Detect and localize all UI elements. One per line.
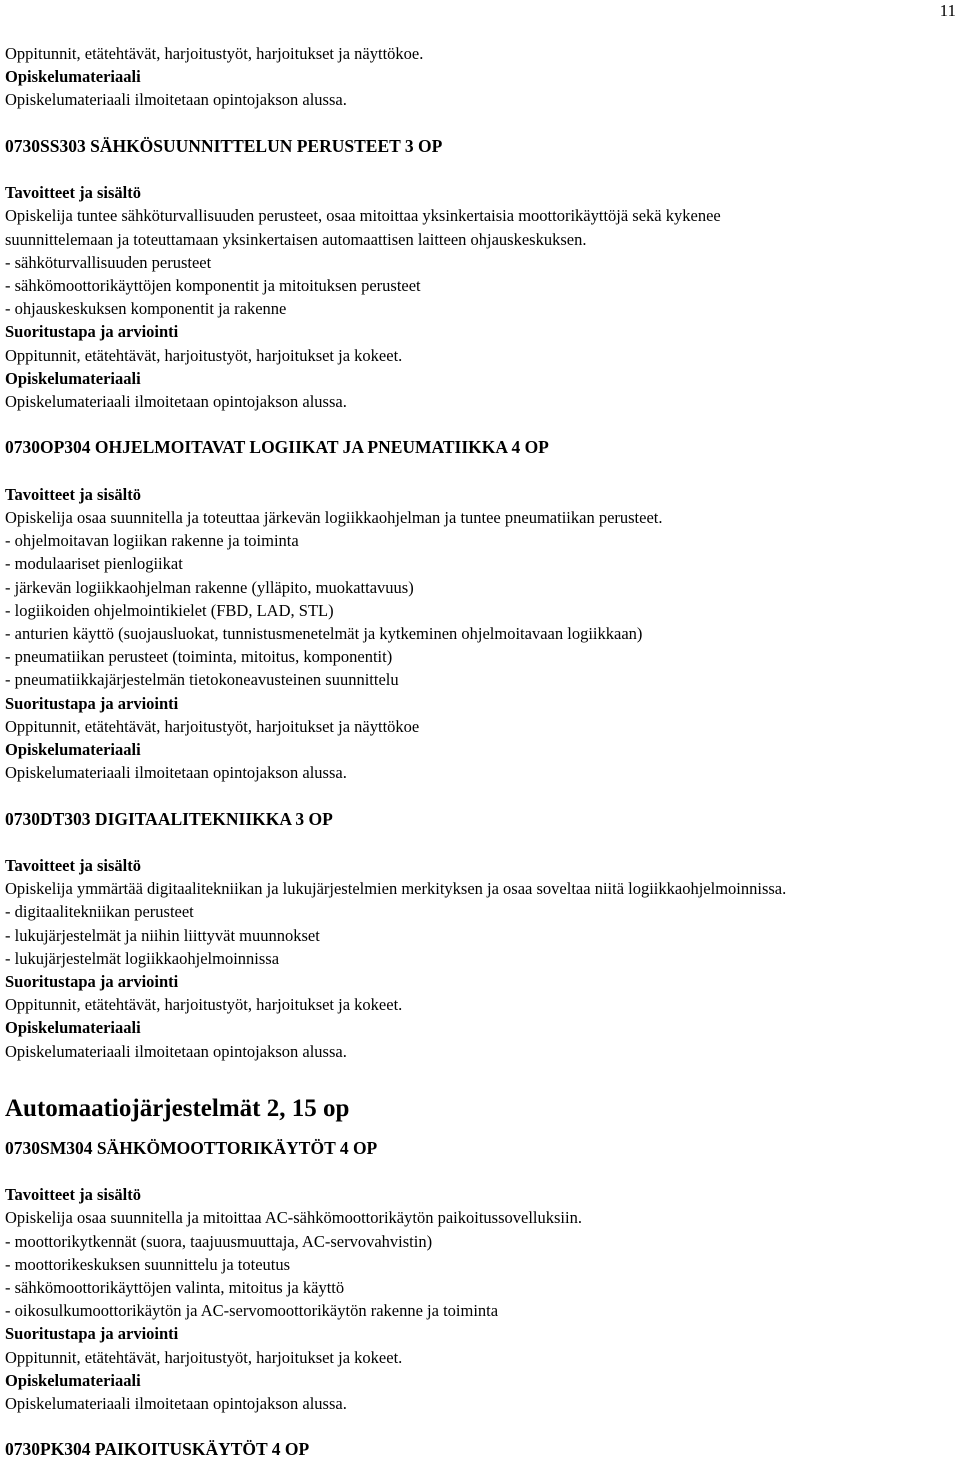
content-item: - sähköturvallisuuden perusteet <box>5 252 212 272</box>
method-heading: Suoritustapa ja arviointi <box>5 693 179 713</box>
method-heading: Suoritustapa ja arviointi <box>5 1324 179 1344</box>
description-line: Opiskelija osaa suunnitella ja mitoittaa AC-sähkömoottorikäytön paikoitussovelluksiin. <box>5 1208 582 1228</box>
content-item: - moottorikeskuksen suunnittelu ja toteutus <box>5 1254 291 1274</box>
trailing-course-code: 0730PK304 PAIKOITUSKÄYTÖT 4 OP <box>5 1439 310 1460</box>
goals-heading: Tavoitteet ja sisältö <box>5 856 141 876</box>
goals-heading: Tavoitteet ja sisältö <box>5 484 141 504</box>
content-item: - pneumatiikkajärjestelmän tietokoneavusteinen suunnittelu <box>5 670 399 690</box>
material-text: Opiskelumateriaali ilmoitetaan opintojakson alussa. <box>5 763 347 783</box>
description-line: Opiskelija osaa suunnitella ja toteuttaa järkevän logiikkaohjelman ja tuntee pneumatiikan perusteet. <box>5 508 663 527</box>
content-item: - sähkömoottorikäyttöjen komponentit ja mitoituksen perusteet <box>5 276 421 295</box>
intro-material-heading: Opiskelumateriaali <box>5 67 141 87</box>
description-line: Opiskelija tuntee sähköturvallisuuden perusteet, osaa mitoittaa yksinkertaisia moottorikäyttöjä sekä kykenee <box>5 206 721 226</box>
content-item: - sähkömoottorikäyttöjen valinta, mitoitus ja käyttö <box>5 1278 345 1298</box>
content-item: - järkevän logiikkaohjelman rakenne (ylläpito, muokattavuus) <box>5 577 414 597</box>
material-text: Opiskelumateriaali ilmoitetaan opintojakson alussa. <box>5 1394 347 1414</box>
course-code-title: 0730OP304 OHJELMOITAVAT LOGIIKAT JA PNEUMATIIKKA 4 OP <box>5 437 549 458</box>
content-item: - oikosulkumoottorikäytön ja AC-servomoottorikäytön rakenne ja toiminta <box>5 1301 499 1321</box>
course-section <box>5 135 957 413</box>
content-item: - moottorikytkennät (suora, taajuusmuuttaja, AC-servovahvistin) <box>5 1231 433 1251</box>
content-item: - digitaalitekniikan perusteet <box>5 902 194 922</box>
content-item: - pneumatiikan perusteet (toiminta, mitoitus, komponentit) <box>5 647 393 667</box>
page-number: 11 <box>939 1 956 20</box>
page-content <box>5 42 957 1462</box>
intro-method: Oppitunnit, etätehtävät, harjoitustyöt, harjoitukset ja näyttökoe. <box>5 44 424 63</box>
material-heading: Opiskelumateriaali <box>5 740 141 760</box>
content-item: - lukujärjestelmät ja niihin liittyvät muunnokset <box>5 925 320 945</box>
course-code-title: 0730DT303 DIGITAALITEKNIIKKA 3 OP <box>5 808 333 829</box>
content-item: - modulaariset pienlogiikat <box>5 554 183 574</box>
material-text: Opiskelumateriaali ilmoitetaan opintojakson alussa. <box>5 392 347 412</box>
course-code-title: 0730SM304 SÄHKÖMOOTTORIKÄYTÖT 4 OP <box>5 1137 378 1158</box>
method-text: Oppitunnit, etätehtävät, harjoitustyöt, harjoitukset ja kokeet. <box>5 995 403 1015</box>
material-heading: Opiskelumateriaali <box>5 368 141 388</box>
content-item: - logiikoiden ohjelmointikielet (FBD, LAD, STL) <box>5 600 334 620</box>
description-line: Opiskelija ymmärtää digitaalitekniikan ja lukujärjestelmien merkityksen ja osaa soveltaa niitä logiikkaohjelmoinnissa. <box>5 879 787 899</box>
description-line: suunnittelemaan ja toteuttamaan yksinkertaisen automaattisen laitteen ohjauskeskuksen. <box>5 229 587 249</box>
material-text: Opiskelumateriaali ilmoitetaan opintojakson alussa. <box>5 1041 347 1061</box>
intro-material: Opiskelumateriaali ilmoitetaan opintojakson alussa. <box>5 90 347 110</box>
method-heading: Suoritustapa ja arviointi <box>5 322 179 342</box>
course-code-title: 0730SS303 SÄHKÖSUUNNITTELUN PERUSTEET 3 OP <box>5 135 443 156</box>
content-item: - anturien käyttö (suojausluokat, tunnistusmenetelmät ja kytkeminen ohjelmoitavaan logiikkaan) <box>5 624 643 644</box>
method-text: Oppitunnit, etätehtävät, harjoitustyöt, harjoitukset ja näyttökoe <box>5 716 420 736</box>
goals-heading: Tavoitteet ja sisältö <box>5 183 141 203</box>
method-heading: Suoritustapa ja arviointi <box>5 972 179 992</box>
course-section <box>5 808 957 1063</box>
content-item: - lukujärjestelmät logiikkaohjelmoinnissa <box>5 948 280 968</box>
content-item: - ohjelmoitavan logiikan rakenne ja toiminta <box>5 531 299 551</box>
course-section <box>5 436 957 784</box>
material-heading: Opiskelumateriaali <box>5 1370 141 1390</box>
section-title: Automaatiojärjestelmät 2, 15 op <box>5 1094 350 1122</box>
content-item: - ohjauskeskuksen komponentit ja rakenne <box>5 299 287 319</box>
material-heading: Opiskelumateriaali <box>5 1018 141 1038</box>
method-text: Oppitunnit, etätehtävät, harjoitustyöt, harjoitukset ja kokeet. <box>5 345 403 365</box>
goals-heading: Tavoitteet ja sisältö <box>5 1185 141 1205</box>
intro-block <box>5 42 957 112</box>
course-section <box>5 1137 957 1415</box>
method-text: Oppitunnit, etätehtävät, harjoitustyöt, harjoitukset ja kokeet. <box>5 1347 403 1367</box>
